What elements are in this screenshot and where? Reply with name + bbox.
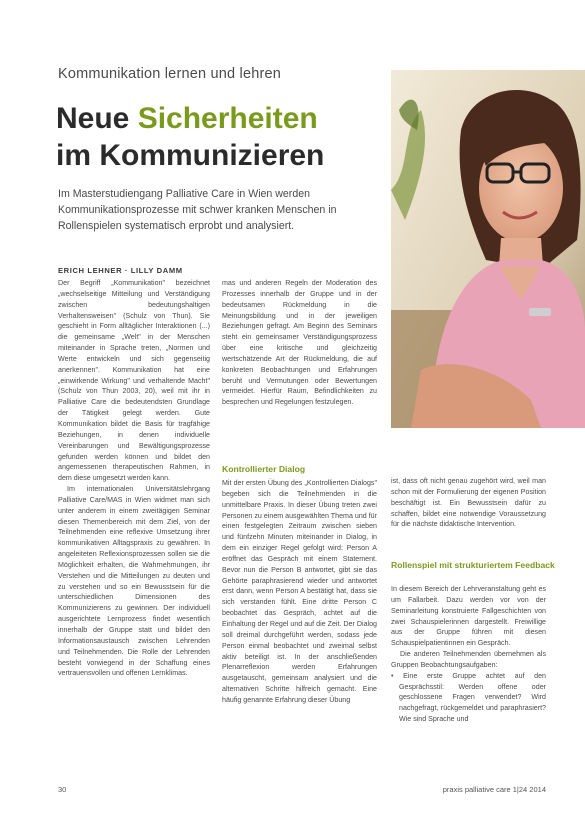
column-2-top [222, 278, 377, 470]
column-1 [58, 278, 210, 772]
journal-issue: praxis palliative care 1|24 2014 [442, 785, 546, 794]
article-authors: ERICH LEHNER · LILLY DAMM [58, 266, 183, 275]
col1-paragraph-1: Der Begriff „Kommunikation" bezeichnet „wechselseitige Mitteilung und Verständigung zwischen bedeutungshaltigen Verhaltensweisen" (Schulz von Thun). Sie geschieht in Form alltäglicher Interaktionen (...) die gemeinsame „Welt" in der Menschen miteinander in Sprache treten, „Normen und Werte entwickeln und sich gegenseitig anerkennen". Kommunikation hat eine „einwirkende Wirkung" und verhaltende Macht" (Schulz von Thun 2003, 20), weil mit ihr in Palliative Care die bedeutendsten Grundlage der Tätigkeit gelegt werden. Gute Kommunikation bildet die Basis für tragfähige Beziehungen, in denen individuelle Vereinbarungen und Bewältigungsprozesse gefunden werden können und bildet den angemessenen therapeutischen Rahmen, in dem diese umgesetzt werden kann. [58, 279, 210, 483]
headline-line2: im Kommunizieren [56, 139, 325, 172]
subheading-rollenspiel: Rollenspiel mit strukturiertem Feedback [391, 560, 555, 570]
page-number: 30 [58, 785, 67, 794]
list-item: • Eine erste Gruppe achtet auf den Gesprächsstil: Werden offene oder geschlossene Fragen verwendet? Wird nachgefragt, rückgemeldet und paraphrasiert? Wie sind Sprache und [391, 671, 546, 724]
portrait-illustration [391, 70, 585, 428]
headline-accent: Sicherheiten [137, 102, 318, 135]
col3b-intro: In diesem Bereich der Lehrveranstaltung geht es um Fallarbeit. Dazu werden vor von der Seminarleitung konstruierte Fallgeschichten von zwei Schauspielerinnen dargestellt. Freiwillige aus der Gruppe führen mit diesen Schauspielpatientinnen ein Gespräch. [391, 585, 546, 648]
col3b-list [391, 671, 546, 725]
article-kicker: Kommunikation lernen und lehren [58, 66, 282, 82]
col2b-paragraph: Mit der ersten Übung des „Kontrollierten Dialogs" begeben sich die Teilnehmenden in die unmittelbare Praxis. In dieser Übung treten zwei Personen zu einem ausgewählten Thema und für einen festgelegten Zeitraum zwischen sieben und fünfzehn Minuten miteinander in Dialog, in dem ein einziger Regel gefolgt wird: Person A eröffnet das Gespräch mit einem Statement. Bevor nun die Person B antwortet, gibt sie das Gehörte paraphrasierend wieder und antwortet erst dann, wenn Person A bestätigt hat, dass sie sich verstanden fühlt. Eine dritte Person C beobachtet das Gespräch, achtet auf die Einhaltung der Regel und auf die Zeit. Der Dialog soll dreimal durchgeführt werden, sodass jede Person einmal beobachtet und zweimal selbst aktiv beteiligt ist. In der anschließenden Plenarreflexion werden Erfahrungen ausgetauscht, gemeinsam analysiert und die alternativen Schritte hilfreich gemacht. Eine häufig genannte Erfahrung dieser Übung [222, 479, 377, 704]
column-3-top [391, 476, 546, 552]
article-headline [56, 100, 324, 174]
col3b-paragraph: Die anderen Teilnehmenden übernehmen als Gruppen Beobachtungsaufgaben: [391, 650, 546, 669]
subheading-kontrollierter-dialog: Kontrollierter Dialog [222, 464, 306, 474]
headline-part1: Neue [56, 102, 138, 135]
portrait-photo [391, 70, 585, 428]
article-lead: Im Masterstudiengang Palliative Care in Wien werden Kommunikationsprozesse mit schwer kranken Menschen in Rollenspielen systematisch erprobt und analysiert. [58, 188, 337, 232]
column-2-bottom [222, 478, 377, 772]
column-3-bottom [391, 584, 546, 772]
col3a-paragraph: ist, dass oft nicht genau zugehört wird, weil man schon mit der Formulierung der eigenen Position beschäftigt ist. Ein Bewusstsein dafür zu schaffen, bildet eine notwendige Voraussetzung für die nächste didaktische Intervention. [391, 477, 546, 529]
col1-paragraph-2: Im internationalen Universitätslehrgang Palliative Care/MAS in Wien widmet man sich unter anderem in einem zweitägigen Seminar diesen Themenbereich mit dem Ziel, von der Teilnehmenden eine reflexive Umsetzung ihrer kommunikativen Alltagspraxis zu gewähren. In angeleiteten Reflexionsprozessen sollen sie die Möglichkeit erhalten, die Wahrnehmungen, ihr Verstehen und die Mitteilungen zu deuten und zu verstehen und so ein Bewusstsein für die unterschiedlichen Dimensionen des Kommunizierens zu gewinnen. Der individuell ausgerichtete Lernprozess findet wesentlich innerhalb der Gruppe statt und bildet den Informationsaustausch zwischen Lehrenden und Teilnehmenden. Die Rolle der Lehrenden besteht vorwiegend in der Schaffung eines vertrauensvollen und offenen Lernklimas. [58, 485, 210, 678]
col2-paragraph: mas und anderen Regeln der Moderation des Prozesses innerhalb der Gruppe und in der bedeutsamen Rückmeldung in die Meinungsbildung und in der jeweiligen Beziehungen gefragt. Am Beginn des Seminars steht ein gemeinsamer Verständigungsprozess über eine kritische und gleichzeitig wertschätzende Art der Rückmeldung, die auf konkreten Beobachtungen und Erfahrungen beruht und Vermutungen oder Bewertungen vermeidet. Hierfür Raum, Befindlichkeiten zu besprechen und Regelungen festzulegen. [222, 279, 377, 407]
